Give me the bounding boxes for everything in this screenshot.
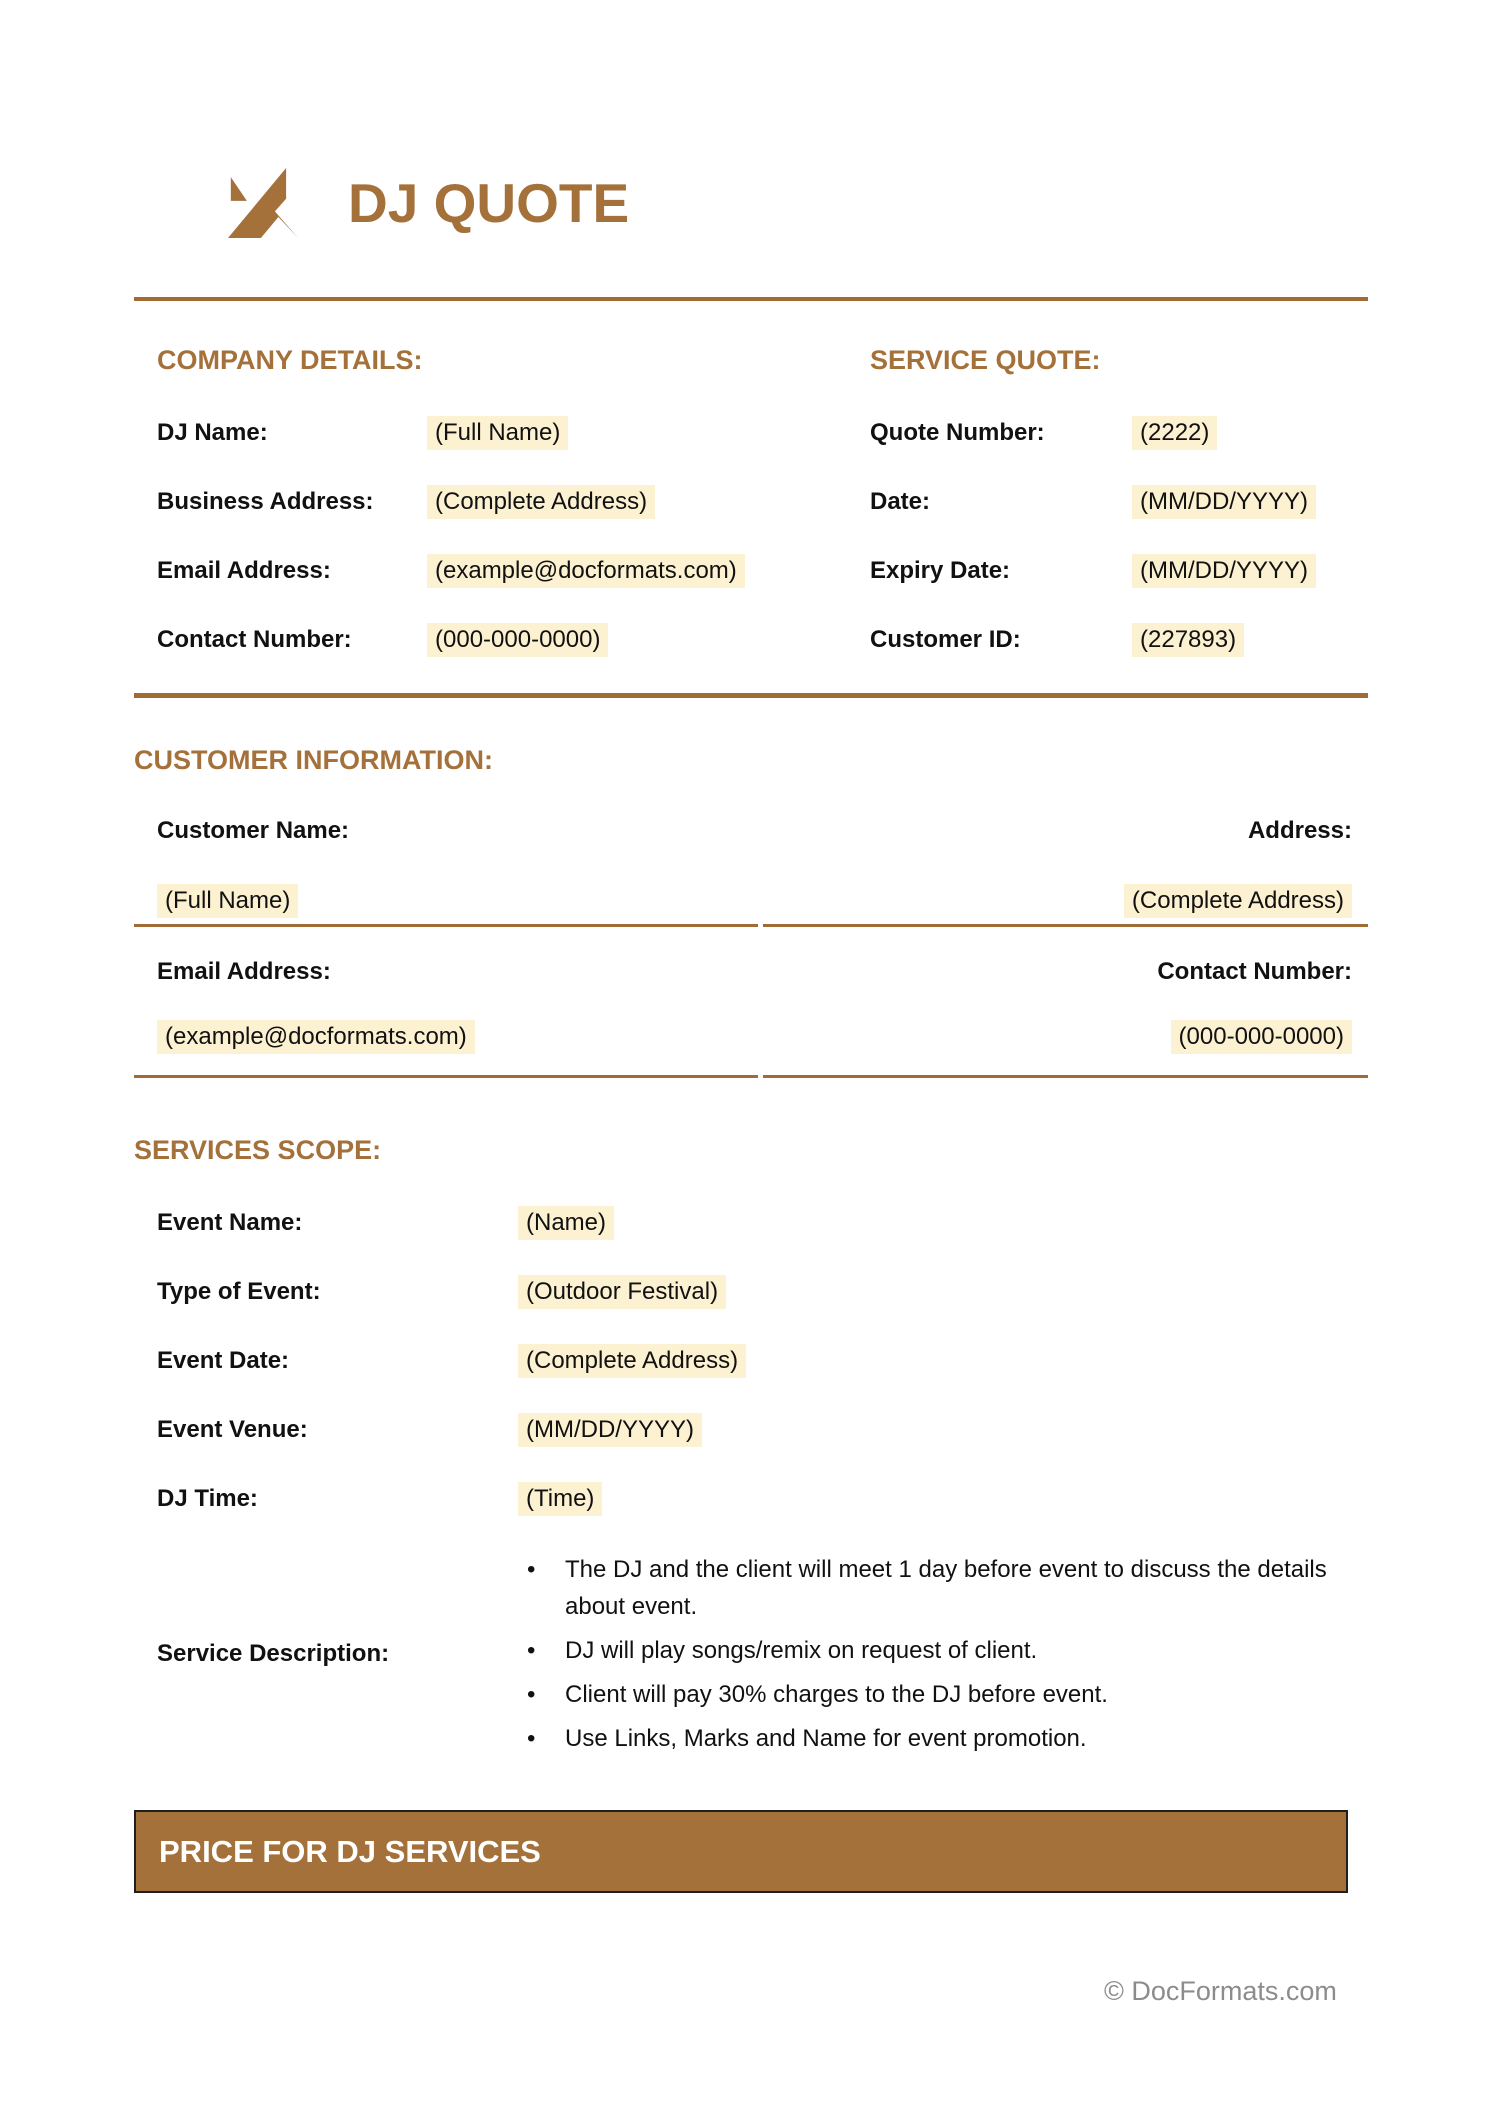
contact-number-value: (000-000-0000) xyxy=(1171,1020,1352,1054)
services-scope-section xyxy=(134,1134,1368,1757)
field-value: (Complete Address) xyxy=(427,485,655,519)
customer-labels-row xyxy=(134,814,1368,848)
list-item: • The DJ and the client will meet 1 day before event to discuss the details about event. xyxy=(527,1551,1357,1625)
services-scope-row xyxy=(134,1344,1368,1378)
customer-values-row xyxy=(134,884,1368,918)
address-label: Address: xyxy=(1247,817,1352,844)
service-quote-row xyxy=(870,416,1368,450)
field-value: (000-000-0000) xyxy=(427,623,608,657)
field-label: DJ Name: xyxy=(157,419,268,446)
field-value: (Outdoor Festival) xyxy=(518,1275,726,1309)
field-value: (example@docformats.com) xyxy=(427,554,745,588)
field-label: Type of Event: xyxy=(157,1278,321,1305)
header-divider-rule xyxy=(134,297,1368,301)
company-details-row xyxy=(157,416,870,450)
field-value: (Time) xyxy=(518,1482,602,1516)
service-quote-row xyxy=(870,554,1368,588)
field-value: (227893) xyxy=(1132,623,1244,657)
service-description-list xyxy=(527,1551,1357,1757)
service-quote-row xyxy=(870,623,1368,657)
field-label: DJ Time: xyxy=(157,1485,258,1512)
list-item: • Use Links, Marks and Name for event promotion. xyxy=(527,1720,1357,1757)
service-quote-row xyxy=(870,485,1368,519)
service-description-row xyxy=(134,1551,1368,1757)
services-scope-row xyxy=(134,1482,1368,1516)
customer-labels-row xyxy=(134,955,1368,989)
page-title: DJ QUOTE xyxy=(348,171,630,234)
service-description-label: Service Description: xyxy=(157,1640,390,1667)
customer-name-label: Customer Name: xyxy=(157,817,350,844)
field-label: Business Address: xyxy=(157,488,374,515)
docformats-watermark: © DocFormats.com xyxy=(1104,1976,1337,2006)
price-banner-heading: PRICE FOR DJ SERVICES xyxy=(159,1833,541,1869)
field-value: (Full Name) xyxy=(427,416,568,450)
list-item: • DJ will play songs/remix on request of client. xyxy=(527,1632,1357,1669)
field-value: (MM/DD/YYYY) xyxy=(1132,485,1316,519)
services-scope-row xyxy=(134,1275,1368,1309)
field-label: Event Name: xyxy=(157,1209,303,1236)
document-header xyxy=(222,168,629,238)
table-row-divider xyxy=(134,924,1368,927)
field-value: (Complete Address) xyxy=(518,1344,746,1378)
service-quote-heading: SERVICE QUOTE: xyxy=(870,345,1101,375)
field-label: Quote Number: xyxy=(870,419,1045,446)
company-details-heading: COMPANY DETAILS: xyxy=(157,345,423,375)
services-scope-heading: SERVICES SCOPE: xyxy=(134,1135,382,1165)
section-divider-rule xyxy=(134,693,1368,698)
field-label: Event Venue: xyxy=(157,1416,308,1443)
email-address-label: Email Address: xyxy=(157,958,331,985)
field-label: Event Date: xyxy=(157,1347,290,1374)
address-value: (Complete Address) xyxy=(1124,884,1352,918)
field-value: (MM/DD/YYYY) xyxy=(518,1413,702,1447)
company-details-row xyxy=(157,623,870,657)
services-scope-row xyxy=(134,1413,1368,1447)
price-for-dj-services-banner xyxy=(134,1810,1348,1893)
field-label: Contact Number: xyxy=(157,626,352,653)
customer-values-row xyxy=(134,1020,1368,1054)
field-label: Customer ID: xyxy=(870,626,1021,653)
list-item: • Client will pay 30% charges to the DJ before event. xyxy=(527,1676,1357,1713)
services-scope-row xyxy=(134,1206,1368,1240)
table-row-divider xyxy=(134,1075,1368,1078)
email-address-value: (example@docformats.com) xyxy=(157,1020,475,1054)
company-details-row xyxy=(157,485,870,519)
field-label: Date: xyxy=(870,488,931,515)
company-details-row xyxy=(157,554,870,588)
contact-number-label: Contact Number: xyxy=(1157,958,1352,985)
service-quote-column xyxy=(870,344,1368,692)
details-section xyxy=(134,344,1368,692)
company-details-column xyxy=(134,344,870,692)
field-value: (2222) xyxy=(1132,416,1217,450)
customer-information-section xyxy=(134,744,1368,1078)
field-label: Email Address: xyxy=(157,557,331,584)
customer-name-value: (Full Name) xyxy=(157,884,298,918)
dj-logo-icon xyxy=(222,168,304,238)
field-value: (MM/DD/YYYY) xyxy=(1132,554,1316,588)
field-value: (Name) xyxy=(518,1206,614,1240)
customer-information-heading: CUSTOMER INFORMATION: xyxy=(134,745,493,775)
field-label: Expiry Date: xyxy=(870,557,1011,584)
